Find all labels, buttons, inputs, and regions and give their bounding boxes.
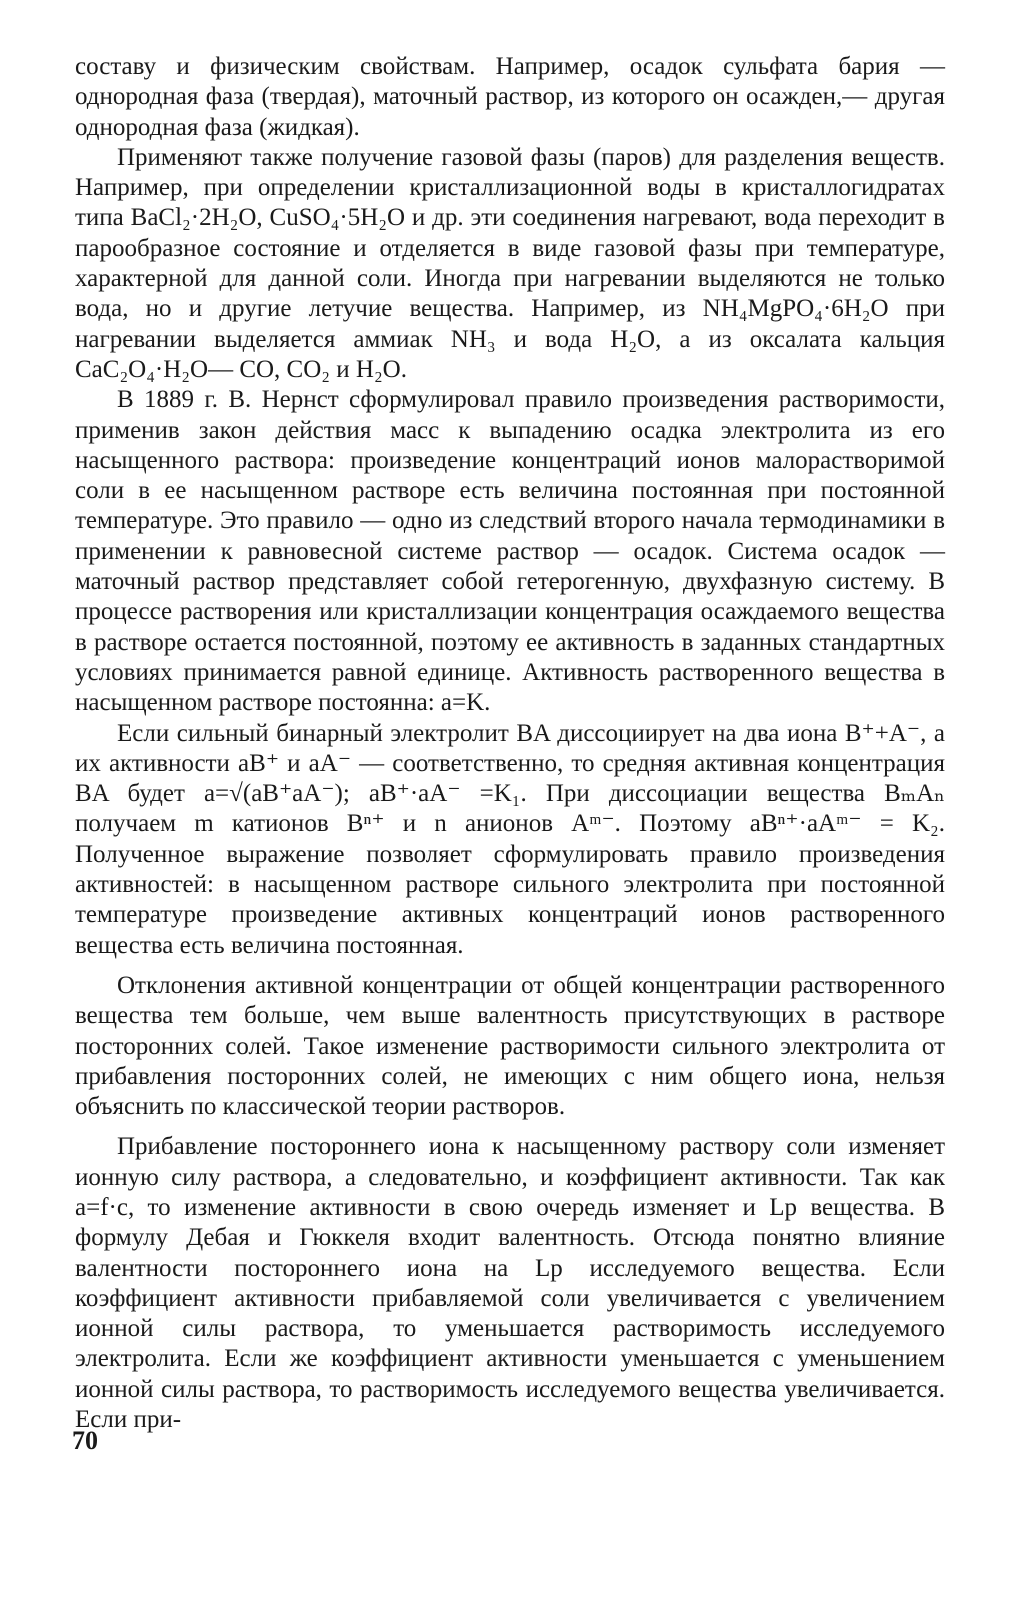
page-text (75, 52, 945, 1435)
paragraph: Прибавление постороннего иона к насыщенному раствору соли изменяет ионную силу раствора, а следовательно, и коэффициент активности. Так как a=f·c, то изменение активности в свою очередь изменяет и Lp вещества. В формулу Дебая и Гюккеля входит валентность. Отсюда понятно влияние валентности постороннего иона на Lp исследуемого вещества. Если коэффициент активности прибавляемой соли увеличивается с увеличением ионной силы раствора, то уменьшается растворимость исследуемого электролита. Если же коэффициент активности уменьшается с уменьшением ионной силы раствора, то растворимость исследуемого вещества увеличивается. Если при- (75, 1133, 945, 1434)
paragraph: В 1889 г. В. Нернст сформулировал правило произведения растворимости, применив закон действия масс к выпадению осадка электролита из его насыщенного раствора: произведение концентраций ионов малорастворимой соли в ее насыщенном растворе есть величина постоянная при постоянной температуре. Это правило — одно из следствий второго начала термодинамики в применении к равновесной системе раствор — осадок. Система осадок — маточный раствор представляет собой гетерогенную, двухфазную систему. В процессе растворения или кристаллизации концентрация осаждаемого вещества в растворе остается постоянной, поэтому ее активность в заданных стандартных условиях принимается равной единице. Активность растворенного вещества в насыщенном растворе постоянна: a=K. (75, 386, 945, 717)
paragraph: составу и физическим свойствам. Например, осадок сульфата бария — однородная фаза (твердая), маточный раствор, из которого он осажден,— другая однородная фаза (жидкая). (75, 53, 945, 141)
paragraph: Отклонения активной концентрации от общей концентрации растворенного вещества тем больше, чем выше валентность присутствующих в растворе посторонних солей. Такое изменение растворимости сильного электролита от прибавления посторонних солей, не имеющих с ним общего иона, нельзя объяснить по классической теории растворов. (75, 971, 945, 1121)
paragraph: Если сильный бинарный электролит BA диссоциирует на два иона B⁺+A⁻, а их активности aB⁺ и aA⁻ — соответственно, то средняя активная концентрация BA будет a=√(aB⁺aA⁻); aB⁺·aA⁻ =K₁. При диссоциации вещества BₘAₙ получаем m катионов Bⁿ⁺ и n анионов Aᵐ⁻. Поэтому aBⁿ⁺·aAᵐ⁻ = K₂. Полученное выражение позволяет сформулировать правило произведения активностей: в насыщенном растворе сильного электролита при постоянной температуре произведение активных концентраций ионов растворенного вещества есть величина постоянная. (75, 719, 945, 959)
paragraph: Применяют также получение газовой фазы (паров) для разделения веществ. Например, при определении кристаллизационной воды в кристаллогидратах типа BaCl₂·2H₂O, CuSO₄·5H₂O и др. эти соединения нагревают, вода переходит в парообразное состояние и отделяется в виде газовой фазы при температуре, характерной для данной соли. Иногда при нагревании выделяются не только вода, но и другие летучие вещества. Например, из NH₄MgPO₄·6H₂O при нагревании выделяется аммиак NH₃ и вода H₂O, а из оксалата кальция CaC₂O₄·H₂O— CO, CO₂ и H₂O. (75, 143, 945, 383)
page-number: 70 (72, 1426, 98, 1455)
